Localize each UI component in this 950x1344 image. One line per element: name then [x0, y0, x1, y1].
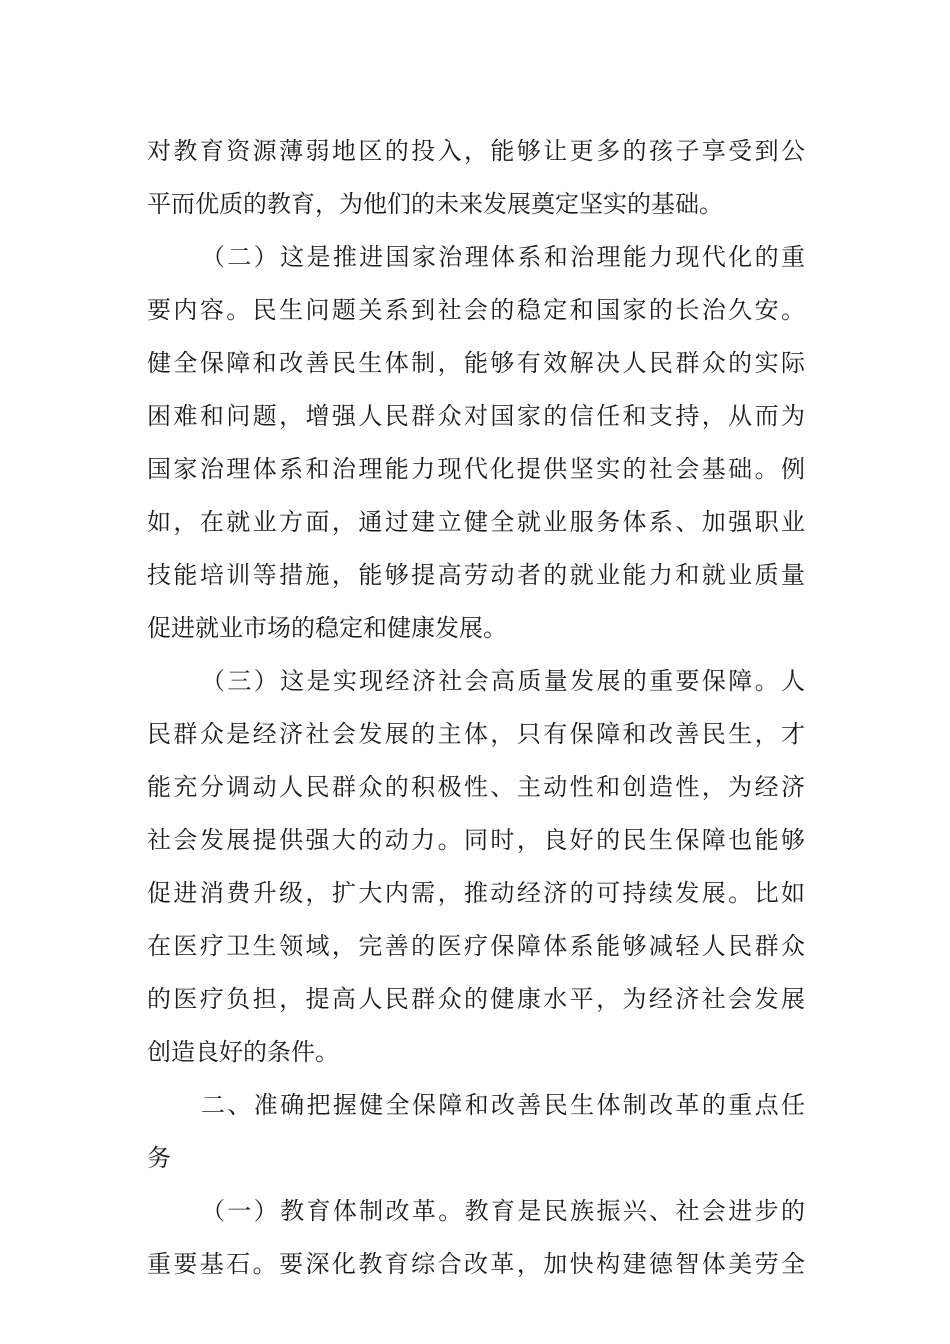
document-body	[147, 125, 805, 1291]
text-line: 如，在就业方面，通过建立健全就业服务体系、加强职业	[147, 508, 805, 536]
text-line: 国家治理体系和治理能力现代化提供坚实的社会基础。例	[147, 455, 805, 483]
text-line: 务	[147, 1144, 171, 1172]
text-line: 社会发展提供强大的动力。同时，良好的民生保障也能够	[147, 826, 805, 854]
text-line: 二、准确把握健全保障和改善民生体制改革的重点任	[201, 1091, 805, 1119]
text-line: 创造良好的条件。	[147, 1038, 339, 1066]
text-line: 困难和问题，增强人民群众对国家的信任和支持，从而为	[147, 402, 805, 430]
text-line: 对教育资源薄弱地区的投入，能够让更多的孩子享受到公	[147, 137, 805, 165]
text-line: 的医疗负担，提高人民群众的健康水平，为经济社会发展	[147, 985, 805, 1013]
text-line: 重要基石。要深化教育综合改革，加快构建德智体美劳全	[147, 1250, 805, 1278]
text-line: 要内容。民生问题关系到社会的稳定和国家的长治久安。	[147, 296, 805, 324]
text-line: 促进就业市场的稳定和健康发展。	[147, 614, 507, 642]
text-line: 民群众是经济社会发展的主体，只有保障和改善民生，才	[147, 720, 805, 748]
text-line: （二）这是推进国家治理体系和治理能力现代化的重	[201, 243, 805, 271]
text-line: 平而优质的教育，为他们的未来发展奠定坚实的基础。	[147, 190, 723, 218]
text-line: 能充分调动人民群众的积极性、主动性和创造性，为经济	[147, 773, 805, 801]
text-line: 健全保障和改善民生体制，能够有效解决人民群众的实际	[147, 349, 805, 377]
text-line: （一）教育体制改革。教育是民族振兴、社会进步的	[201, 1197, 805, 1225]
text-line: 技能培训等措施，能够提高劳动者的就业能力和就业质量	[147, 561, 805, 589]
text-line: 促进消费升级，扩大内需，推动经济的可持续发展。比如	[147, 879, 805, 907]
text-line: （三）这是实现经济社会高质量发展的重要保障。人	[201, 667, 805, 695]
text-line: 在医疗卫生领域，完善的医疗保障体系能够减轻人民群众	[147, 932, 805, 960]
